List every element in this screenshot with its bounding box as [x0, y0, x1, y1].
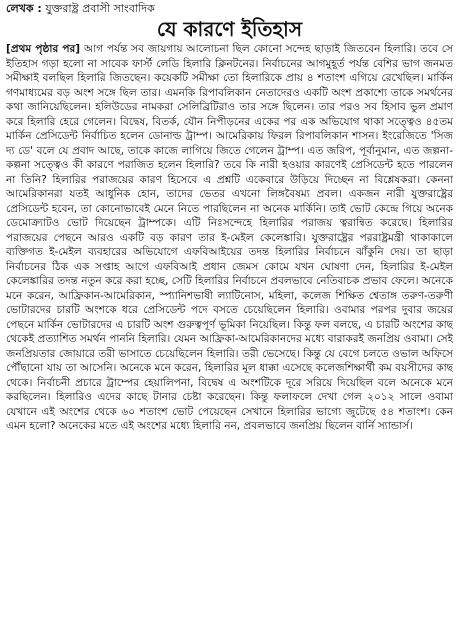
byline: [6, 2, 453, 16]
byline-author: যুক্তরাষ্ট্র প্রবাসী সাংবাদিক: [45, 2, 155, 15]
article-paragraph: [6, 42, 453, 434]
article-headline: যে কারণে ইতিহাস: [156, 17, 303, 41]
continuation-marker: [প্রথম পৃষ্ঠার পর]: [6, 43, 81, 55]
article-text: আগ পর্যন্ত সব জায়গায় আলোচনা ছিল কোনো সন্দেহ ছাড়াই জিতবেন হিলারি। তবে সে ইতিহাস গড়া হলো না সাবেক ফার্স্ট লেডি হিলারি ক্লিনটনের। নির্বাচনের আগমুহূর্ত পর্যন্ত বেশির ভাগ জনমত সমীক্ষাই বলছিল হিলারি জিতছেন। কয়েকটি সমীক্ষা তো হিলারিকে প্রায় ৪ শতাংশ এগিয়ে রেখেছিল। মার্কিন গণমাধ্যমের বড় অংশ সঙ্গে ছিল তার। এমনকি রিপাবলিকান নেতাদেরও একটি অংশ প্রকাশ্যে তাকে সমর্থনের কথা জানিয়েছিলেন। হলিউডের নামকরা সেলিব্রিটিরাও তার সঙ্গে ছিলেন। তার পরও সব হিসাব ভুল প্রমাণ করে হিলারি হেরে গেলেন। বিদ্বেষ, বিতর্ক, যৌন নিপীড়নের একের পর এক অভিযোগ থাকা সত্ত্বেও ৪৫তম মার্কিন প্রেসিডেন্ট নির্বাচিত হলেন ডোনাল্ড ট্রাম্প। আমেরিকায় ফিরল রিপাবলিকান শাসন। ইংরেজিতে 'সিজ দ্য ডে' বলে যে প্রবাদ আছে, তাকে কাজে লাগিয়ে জিতে গেলেন ট্রাম্প। এত জরিপ, পূর্বানুমান, এত জল্পনা-কল্পনা সত্ত্বেও কী কারণে পরাজিত হলেন হিলারি? তবে কি নারী হওয়ার কারণেই প্রেসিডেন্ট হতে পারলেন না তিনি? হিলারির পরাজয়ের কারণ হিসেবে এ প্রশ্নটি একেবারে উড়িয়ে দিচ্ছেন না বিশ্লেষকরা। কেননা আমেরিকানরা যতই আধুনিক হোন, তাদের ভেতর এখনো লিঙ্গবৈষম্য প্রবল। একজন নারী যুক্তরাষ্ট্রের প্রেসিডেন্ট হবেন, তা কোনোভাবেই মেনে নিতে পারছিলেন না অনেক মার্কিনি। তাই ভোট কেন্দ্রে গিয়ে অনেক ডেমোক্র্যাটও ভোট দিয়েছেন ট্রাম্পকে। এটি নিঃসন্দেহে হিলারির পরাজয় ত্বরান্বিত করেছে। হিলারির পরাজয়ের পেছনে আরও একটি বড় কারণ তার ই-মেইল কেলেঙ্কারি। যুক্তরাষ্ট্রের পররাষ্ট্রমন্ত্রী থাকাকালে ব্যক্তিগত ই-মেইল ব্যবহারের অভিযোগে এফবিআইয়ের তদন্ত হিলারির নির্বাচনে ঝাঁকুনি দেয়। তা ছাড়া নির্বাচনের ঠিক এক সপ্তাহ আগে এফবিআই প্রধান জেমস কোমে যখন ঘোষণা দেন, হিলারির ই-মেইল কেলেঙ্কারির তদন্ত নতুন করে করা হচ্ছে, সেটি হিলারির নির্বাচনে প্রবলভাবে নেতিবাচক প্রভাব ফেলে। অনেকে মনে করেন, আফ্রিকান-আমেরিকান, স্প্যানিশভাষী ল্যাটিনোস, মহিলা, কলেজ শিক্ষিত শ্বেতাঙ্গ তরুণ-তরুণী ভোটারদের চারটি অংশকে ধরে প্রেসিডেন্ট পদে বসতে চেয়েছিলেন হিলারি। ওবামার পরপর দুবার জয়ের পেছনে মার্কিন ভোটারদের এ চারটি অংশ গুরুত্বপূর্ণ ভূমিকা নিয়েছিল। কিন্তু ফল বলছে, এ চারটি অংশের কাছ থেকেই প্রত্যাশিত সমর্থন পাননি হিলারি। যেমন আফ্রিকা-আমেরিকানদের মধ্যে বারাকরই জনপ্রিয় ওবামা। সেই জনপ্রিয়তার জোয়ারে তরী ভাসাতে চেয়েছিলেন হিলারি। তরী ভেসেছে। কিন্তু যে বেগে চলতে ওভাল অফিসে পৌঁছানো যায় তা আসেনি। অনেকে মনে করেন, হিলারির মূল ধাক্কা এসেছে কলেজশিক্ষার্থী কম বয়সীদের কাছ থেকে। নির্বাচনী প্রচারে ট্রাম্পের হেয়ালিপনা, বিদ্বেষ এ অংশটিকে দূরে সরিয়ে দিয়েছিল বলে অনেকে মনে করছিলেন। হিলারিও এদের কাছে টানার চেষ্টা করেছেন। কিন্তু ফলাফলে দেখা গেল ২০১২ সালে ওবামা যেখানে এই অংশের থেকে ৬০ শতাংশ ভোট পেয়েছেন সেখানে হিলারির ভাগ্যে জুটেছে ৫৪ শতাংশ। কেন এমন হলো? অনেকের মতে এই অংশের মধ্যে হিলারি নন, প্রবলভাবে জনপ্রিয় ছিলেন বার্নি স্যান্ডার্স।: [6, 43, 453, 432]
article-body: [6, 42, 453, 617]
byline-label: লেখক :: [6, 2, 42, 15]
